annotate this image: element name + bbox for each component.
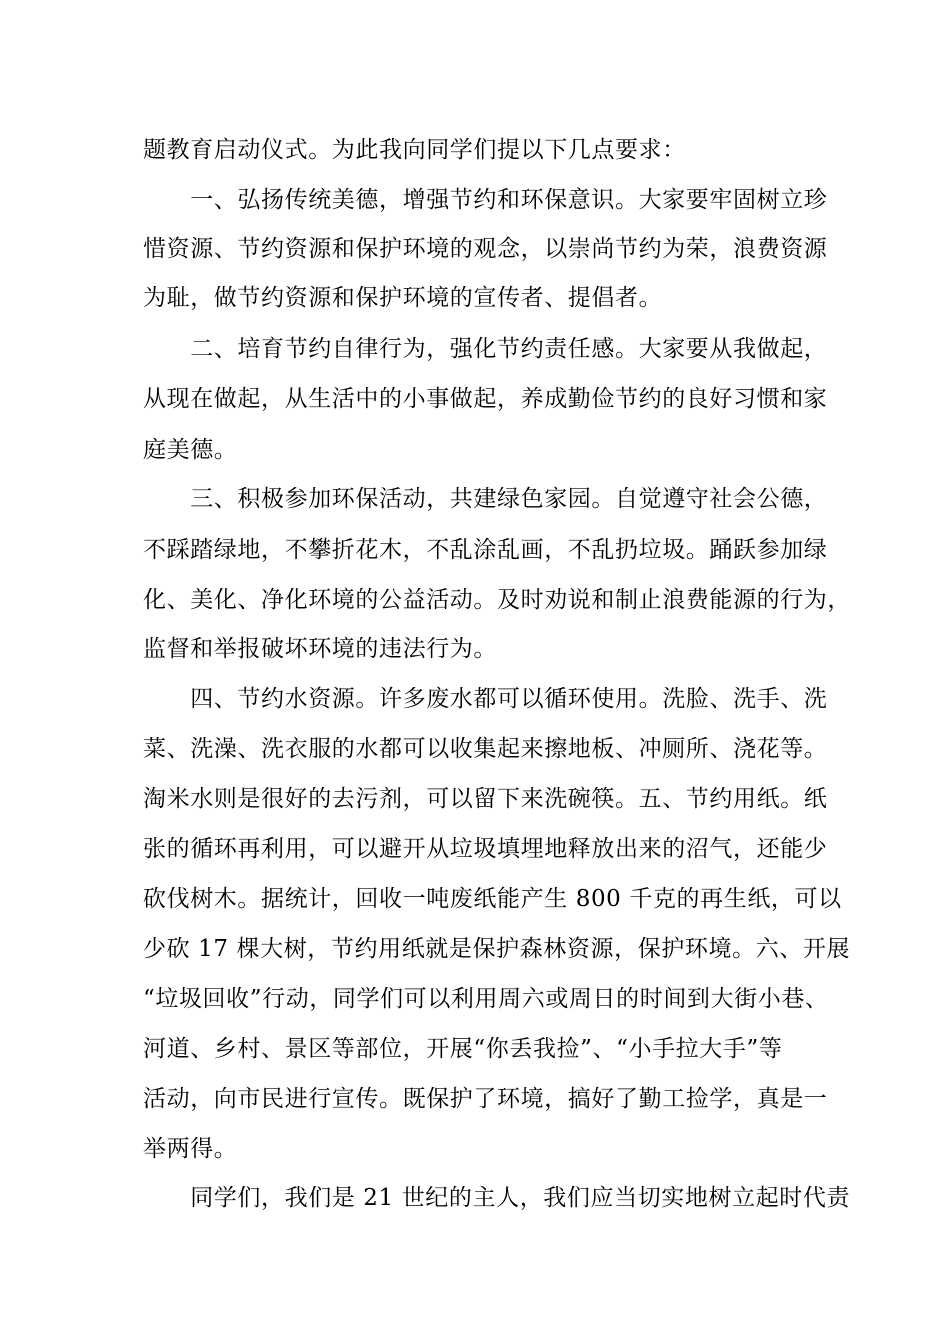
text-line: 张的循环再利用，可以避开从垃圾填埋地释放出来的沼气，还能少 [143,836,828,862]
text-line: 惜资源、节约资源和保护环境的观念，以崇尚节约为荣，浪费资源 [143,236,828,262]
text-line: 四、节约水资源。许多废水都可以循环使用。洗脸、洗手、洗 [143,686,828,712]
text-line: 菜、洗澡、洗衣服的水都可以收集起来擦地板、冲厕所、浇花等。 [143,736,828,762]
text-line: 三、积极参加环保活动，共建绿色家园。自觉遵守社会公德， [143,486,828,512]
text-line: 活动，向市民进行宣传。既保护了环境，搞好了勤工捡学，真是一 [143,1086,828,1112]
text-line: 题教育启动仪式。为此我向同学们提以下几点要求： [143,137,686,163]
text-line: “垃圾回收”行动，同学们可以利用周六或周日的时间到大街小巷、 [143,986,829,1012]
text-line: 从现在做起，从生活中的小事做起，养成勤俭节约的良好习惯和家 [143,386,828,412]
text-line: 为耻，做节约资源和保护环境的宣传者、提倡者。 [143,285,663,311]
text-line: 庭美德。 [143,437,238,463]
text-line: 河道、乡村、景区等部位，开展“你丢我捡”、“小手拉大手”等 [143,1036,783,1062]
text-line: 举两得。 [143,1136,238,1162]
text-line: 少砍 17 棵大树，节约用纸就是保护森林资源，保护环境。六、开展 [143,936,851,962]
text-line: 不踩踏绿地，不攀折花木，不乱涂乱画，不乱扔垃圾。踊跃参加绿 [143,537,828,563]
text-line: 二、培育节约自律行为，强化节约责任感。大家要从我做起， [143,336,828,362]
text-line: 砍伐树木。据统计，回收一吨废纸能产生 800 千克的再生纸，可以 [143,886,842,912]
text-line: 一、弘扬传统美德，增强节约和环保意识。大家要牢固树立珍 [143,187,828,213]
text-line: 化、美化、净化环境的公益活动。及时劝说和制止浪费能源的行为， [143,587,851,613]
text-line: 同学们，我们是 21 世纪的主人，我们应当切实地树立起时代责 [143,1185,851,1211]
text-line: 淘米水则是很好的去污剂，可以留下来洗碗筷。五、节约用纸。纸 [143,786,828,812]
text-line: 监督和举报破坏环境的违法行为。 [143,636,497,662]
